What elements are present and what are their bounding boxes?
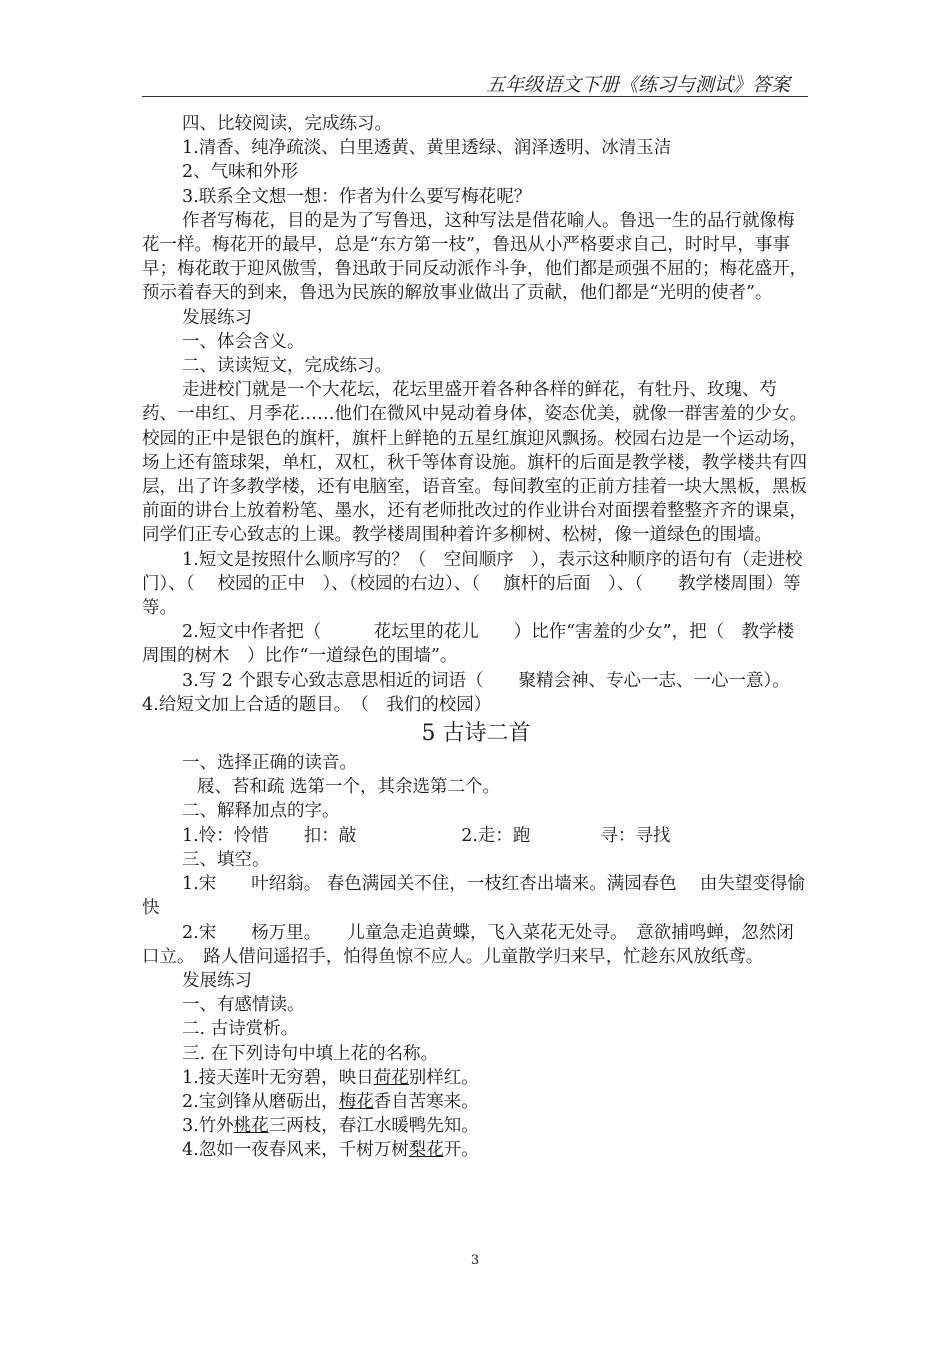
poem-text: 香自苦寒来。 (373, 1091, 479, 1112)
question: 3.写 2 个跟专心致志意思相近的词语（ 聚精会神、专心一志、一心一意）。 (182, 670, 790, 691)
poem-line (142, 1114, 810, 1138)
text-line: 三. 在下列诗句中填上花的名称。 (182, 1043, 439, 1064)
page-number: 3 (470, 1253, 480, 1268)
text-line: 三、填空。 (182, 849, 270, 870)
flower-answer: 梅花 (338, 1091, 374, 1112)
text-line: 1.怜：怜惜 扣：敲 2.走：跑 寻：寻找 (182, 825, 671, 846)
page-header (142, 68, 808, 97)
text-line: 四、比较阅读，完成练习。 (182, 114, 392, 134)
question: 1.短文是按照什么顺序写的？（ 空间顺序 ），表示这种顺序的语句有（走进校门）、（ 校园的正中 ）、（校园的右边）、（ 旗杆的后面 ）、（ 教学楼周围）等等。 (142, 549, 803, 619)
section-heading: 发展练习 (182, 307, 252, 328)
poem-text: 4.忽如一夜春风来，千树万树 (182, 1140, 409, 1161)
poem-line (142, 1138, 810, 1162)
poem-line (142, 1090, 810, 1114)
text-line: 3.联系全文想一想：作者为什么要写梅花呢？ (182, 186, 532, 207)
question: 2.短文中作者把（ 花坛里的花儿 ）比作“害羞的少女”，把（ 教学楼周围的树木 ）比作“一道绿色的围墙”。 (142, 622, 795, 667)
lesson-title: 5 古诗二首 (421, 721, 531, 747)
poem-text: 三两枝，春江水暖鸭先知。 (268, 1116, 479, 1137)
poem-text: 2.宝剑锋从磨砺出， (182, 1091, 339, 1112)
text-line: 二. 古诗赏析。 (182, 1019, 299, 1040)
text-line: 屐、苔和疏 选第一个，其余选第二个。 (197, 777, 501, 798)
text-line: 一、有感情读。 (182, 995, 305, 1016)
text-line: 二、解释加点的字。 (182, 801, 340, 822)
text-line: 一、体会含义。 (182, 331, 305, 352)
text-line: 1.清香、纯净疏淡、白里透黄、黄里透绿、润泽透明、冰清玉洁 (182, 138, 672, 159)
flower-answer: 荷花 (373, 1067, 409, 1088)
text-line: 一、选择正确的读音。 (182, 753, 357, 774)
poem-text: 开。 (443, 1140, 479, 1161)
header-title: 五年级语文下册《练习与测试》答案 (485, 74, 790, 96)
paragraph: 1.宋 叶绍翁。 春色满园关不住，一枝红杏出墙来。满园春色 由失望变得愉快 (142, 874, 805, 919)
paragraph: 作者写梅花，目的是为了写鲁迅，这种写法是借花喻人。鲁迅一生的品行就像梅花一样。梅花开的最早，总是“东方第一枝”，鲁迅从小严格要求自己，时时早，事事早；梅花敢于迎风傲雪，鲁迅敢于同反动派作斗争，他们都是顽强不屈的；梅花盛开，预示着春天的到来，鲁迅为民族的解放事业做出了贡献，他们都是“光明的使者”。 (142, 210, 807, 304)
poem-text: 1.接天莲叶无穷碧，映日 (182, 1067, 374, 1088)
paragraph: 2.宋 杨万里。 儿童急走追黄蝶，飞入菜花无处寻。 意欲捕鸣蝉，忽然闭口立。 路人借问遥招手，怕得鱼惊不应人。儿童散学归来早，忙趁东风放纸鸢。 (142, 922, 794, 967)
text-line: 二、读读短文，完成练习。 (182, 356, 392, 377)
poem-text: 别样红。 (408, 1067, 479, 1088)
poem-line (142, 1066, 810, 1090)
paragraph: 走进校门就是一个大花坛，花坛里盛开着各种各样的鲜花，有牡丹、玫瑰、芍药、一串红、月季花……他们在微风中晃动着身体，姿态优美，就像一群害羞的少女。校园的正中是银色的旗杆，旗杆上鲜艳的五星红旗迎风飘扬。校园右边是一个运动场，场上还有篮球架，单杠，双杠，秋千等体育设施。旗杆的后面是教学楼，教学楼共有四层，出了许多教学楼，还有电脑室，语音室。每间教室的正前方挂着一块大黑板，黑板前面的讲台上放着粉笔、墨水，还有老师批改过的作业讲台对面摆着整整齐齐的课桌，同学们正专心致志的上课。教学楼周围种着许多柳树、松树，像一道绿色的围墙。 (142, 380, 807, 546)
poem-text: 3.竹外 (182, 1116, 234, 1137)
page-content (142, 112, 810, 1163)
section-heading: 发展练习 (182, 970, 252, 991)
flower-answer: 桃花 (233, 1116, 269, 1137)
flower-answer: 梨花 (408, 1140, 444, 1161)
question: 4.给短文加上合适的题目。 （ 我们的校园） (142, 694, 492, 715)
text-line: 2、气味和外形 (182, 162, 299, 183)
